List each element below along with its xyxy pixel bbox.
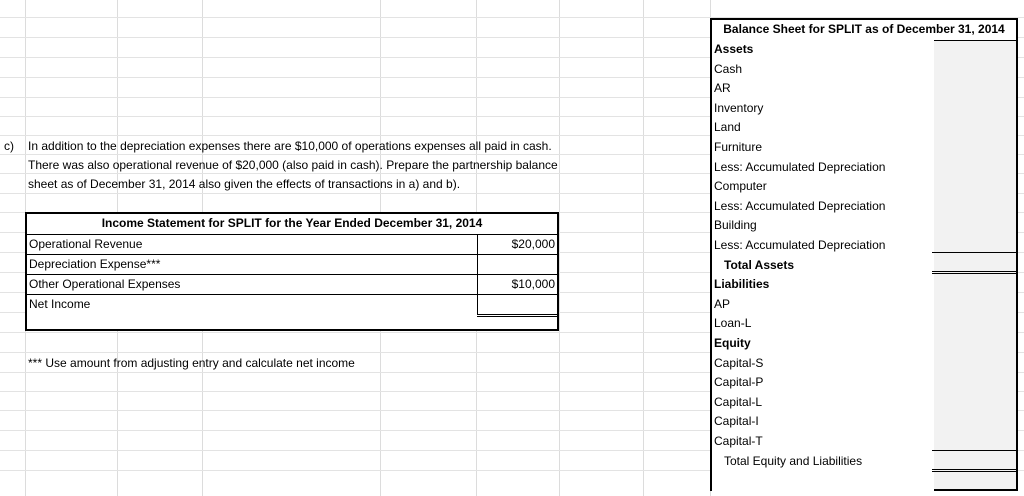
balance-sheet-item: Loan-L [714, 316, 752, 331]
balance-sheet-item: Total Assets [724, 257, 795, 272]
balance-sheet-item: Total Equity and Liabilities [724, 453, 863, 468]
income-row-label: Operational Revenue [29, 237, 143, 251]
income-row-label: Net Income [29, 297, 91, 311]
balance-sheet-item: Computer [714, 179, 767, 194]
income-row-other-expenses[interactable] [29, 274, 557, 294]
income-row-depreciation[interactable] [29, 254, 557, 274]
balance-sheet-item: Less: Accumulated Depreciation [714, 159, 886, 174]
total-double-underline [932, 471, 1018, 472]
footnote: *** Use amount from adjusting entry and calculate net income [28, 356, 355, 370]
balance-sheet-item: Inventory [714, 100, 764, 115]
income-statement-table [25, 212, 559, 331]
balance-sheet-item: Capital-T [714, 434, 763, 448]
income-row-value[interactable]: $20,000 [511, 237, 555, 251]
balance-sheet-item: Capital-P [714, 375, 764, 390]
balance-sheet-item: AP [714, 296, 731, 311]
income-row-value[interactable]: $10,000 [511, 277, 555, 291]
balance-sheet-item: Liabilities [714, 277, 770, 292]
balance-sheet-title: Balance Sheet for SPLIT as of December 31, 2014 [712, 20, 1016, 41]
subtotal-underline [932, 252, 1018, 253]
balance-sheet-item: Building [714, 218, 757, 233]
balance-sheet-item: AR [714, 81, 731, 96]
balance-sheet-item: Assets [714, 42, 754, 56]
balance-sheet-item: Cash [714, 61, 743, 76]
total-double-underline [932, 273, 1018, 274]
instruction-line-3: sheet as of December 31, 2014 also given the effects of transactions in a) and b). [28, 177, 461, 191]
balance-sheet-item: Equity [714, 336, 751, 350]
question-marker: c) [4, 139, 14, 153]
income-row-label: Depreciation Expense*** [29, 257, 161, 271]
balance-sheet-item: Capital-S [714, 355, 764, 370]
double-underline [477, 316, 557, 317]
double-underline [477, 314, 557, 315]
income-row-net-income[interactable] [29, 294, 557, 314]
balance-sheet-item: Land [714, 120, 741, 135]
total-double-underline [932, 469, 1018, 470]
balance-sheet-item: Capital-L [714, 394, 763, 409]
income-row-label: Other Operational Expenses [29, 277, 181, 291]
balance-sheet-table [710, 18, 1018, 491]
balance-sheet-item: Less: Accumulated Depreciation [714, 198, 886, 213]
balance-sheet-item: Less: Accumulated Depreciation [714, 238, 886, 252]
income-row-revenue[interactable] [29, 234, 557, 254]
subtotal-underline [932, 450, 1018, 451]
instruction-line-2: There was also operational revenue of $20,000 (also paid in cash). Prepare the partnership balance [28, 158, 558, 172]
income-statement-title: Income Statement for SPLIT for the Year Ended December 31, 2014 [27, 214, 557, 235]
balance-sheet-item: Capital-I [714, 414, 759, 429]
instruction-line-1: In addition to the depreciation expenses there are $10,000 of operations expenses all paid in cash. [28, 139, 552, 153]
total-double-underline [932, 271, 1018, 272]
balance-sheet-item: Furniture [714, 140, 763, 154]
